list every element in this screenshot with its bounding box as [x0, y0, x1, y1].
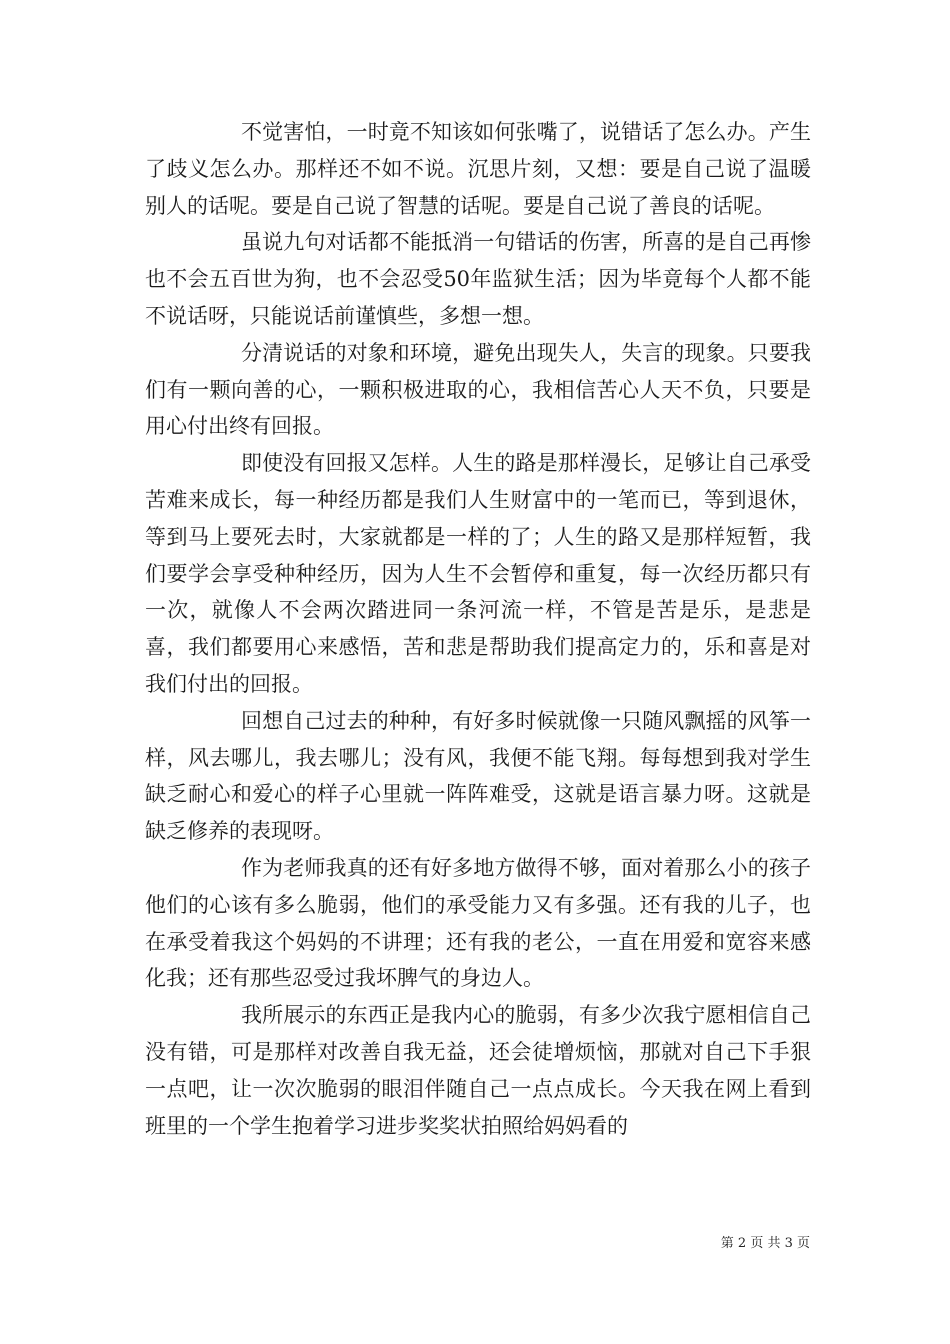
paragraph-7: 我所展示的东西正是我内心的脆弱，有多少次我宁愿相信自己没有错，可是那样对改善自我无益，还会徒增烦恼，那就对自己下手狠一点吧，让一次次脆弱的眼泪伴随自己一点点成长。今天我在网上看到班里的一个学生抱着学习进步奖奖状拍照给妈妈看的 — [145, 1003, 811, 1138]
paragraph-4: 即使没有回报又怎样。人生的路是那样漫长，足够让自己承受苦难来成长，每一种经历都是我们人生财富中的一笔而已，等到退休，等到马上要死去时，大家就都是一样的了；人生的路又是那样短暂，我们要学会享受种种经历，因为人生不会暂停和重复，每一次经历都只有一次，就像人不会两次踏进同一条河流一样，不管是苦是乐，是悲是喜，我们都要用心来感悟，苦和悲是帮助我们提高定力的，乐和喜是对我们付出的回报。 — [145, 451, 811, 696]
paragraph-5: 回想自己过去的种种，有好多时候就像一只随风飘摇的风筝一样，风去哪儿，我去哪儿；没有风，我便不能飞翔。每每想到我对学生缺乏耐心和爱心的样子心里就一阵阵难受，这就是语言暴力呀。这就是缺乏修养的表现呀。 — [145, 708, 811, 844]
document-body — [145, 114, 811, 1144]
paragraph-6: 作为老师我真的还有好多地方做得不够，面对着那么小的孩子他们的心该有多么脆弱，他们的承受能力又有多强。还有我的儿子，也在承受着我这个妈妈的不讲理；还有我的老公，一直在用爱和宽容来感化我；还有那些忍受过我坏脾气的身边人。 — [145, 855, 811, 991]
page-number-footer: 第 2 页 共 3 页 — [720, 1236, 810, 1251]
paragraph-1: 不觉害怕，一时竟不知该如何张嘴了，说错话了怎么办。产生了歧义怎么办。那样还不如不说。沉思片刻，又想：要是自己说了温暖别人的话呢。要是自己说了智慧的话呢。要是自己说了善良的话呢。 — [145, 120, 811, 218]
paragraph-2: 虽说九句对话都不能抵消一句错话的伤害，所喜的是自己再惨也不会五百世为狗，也不会忍受50年监狱生活；因为毕竟每个人都不能不说话呀，只能说话前谨慎些，多想一想。 — [145, 230, 811, 328]
paragraph-3: 分清说话的对象和环境，避免出现失人，失言的现象。只要我们有一颗向善的心，一颗积极进取的心，我相信苦心人天不负，只要是用心付出终有回报。 — [145, 340, 811, 439]
